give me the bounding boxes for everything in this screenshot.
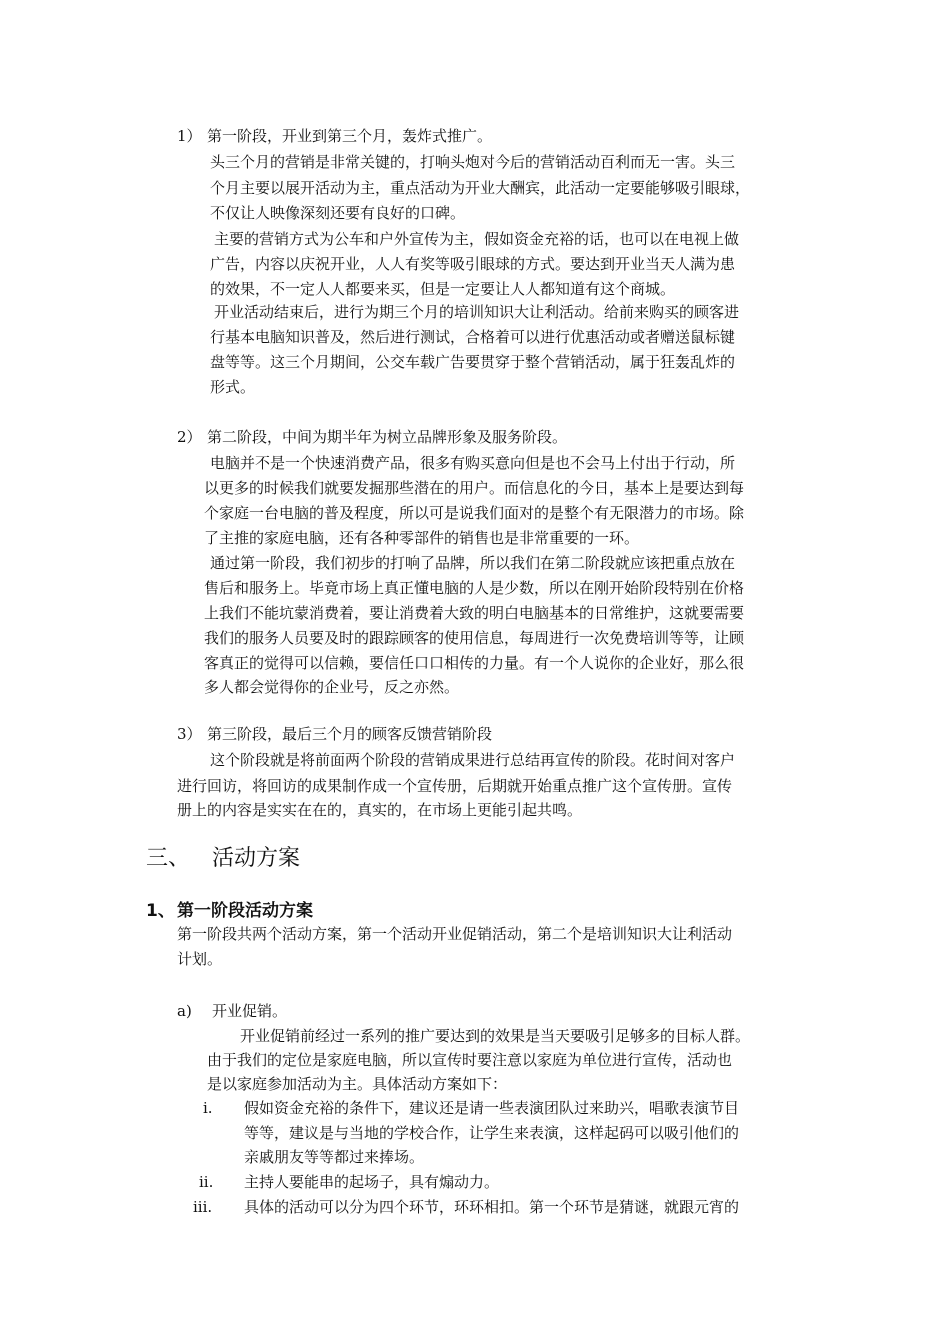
stage3-heading: 第三阶段，最后三个月的顾客反馈营销阶段 (207, 725, 493, 743)
paragraph-line: 电脑并不是一个快速消费产品，很多有购买意向但是也不会马上付出于行动，所 (210, 454, 736, 472)
paragraph-line: 计划。 (177, 950, 223, 968)
paragraph-line: 上我们不能坑蒙消费着，要让消费着大致的明白电脑基本的日常维护，这就要需要 (204, 604, 745, 622)
list-number-3: 3） (177, 725, 202, 743)
paragraph-line: 第一阶段共两个活动方案，第一个活动开业促销活动，第二个是培训知识大让利活动 (177, 925, 733, 943)
paragraph-line: 的效果，不一定人人都要来买，但是一定要让人人都知道有这个商城。 (210, 280, 676, 298)
paragraph-line: 不仅让人映像深刻还要有良好的口碑。 (210, 204, 466, 222)
stage2-heading: 第二阶段，中间为期半年为树立品牌形象及服务阶段。 (207, 428, 568, 446)
list-item-line: 亲戚朋友等等都过来捧场。 (244, 1148, 425, 1166)
paragraph-line: 由于我们的定位是家庭电脑，所以宣传时要注意以家庭为单位进行宣传，活动也 (207, 1051, 733, 1069)
list-item-line: 主持人要能串的起场子，具有煽动力。 (244, 1173, 500, 1191)
paragraph-line: 多人都会觉得你的企业号，反之亦然。 (204, 678, 460, 696)
paragraph-line: 广告，内容以庆祝开业，人人有奖等吸引眼球的方式。要达到开业当天人满为患 (210, 255, 736, 273)
paragraph-line: 头三个月的营销是非常关键的，打响头炮对今后的营销活动百利而无一害。头三 (210, 153, 736, 171)
paragraph-line: 客真正的觉得可以信赖，要信任口口相传的力量。有一个人说你的企业好，那么很 (204, 654, 745, 672)
paragraph-line: 册上的内容是实实在在的，真实的，在市场上更能引起共鸣。 (177, 801, 583, 819)
subsection-heading: 第一阶段活动方案 (177, 901, 313, 921)
paragraph-line: 通过第一阶段，我们初步的打响了品牌，所以我们在第二阶段就应该把重点放在 (210, 554, 736, 572)
paragraph-line: 行基本电脑知识普及，然后进行测试，合格着可以进行优惠活动或者赠送鼠标键 (210, 328, 736, 346)
paragraph-line: 个月主要以展开活动为主，重点活动为开业大酬宾，此活动一定要能够吸引眼球， (210, 179, 751, 197)
paragraph-line: 我们的服务人员要及时的跟踪顾客的使用信息，每周进行一次免费培训等等，让顾 (204, 629, 745, 647)
list-item-line: 假如资金充裕的条件下，建议还是请一些表演团队过来助兴，唱歌表演节目 (244, 1099, 740, 1117)
roman-marker-i: i. (203, 1099, 213, 1117)
subsection-number: 1、 (146, 901, 175, 921)
list-number-2: 2） (177, 428, 202, 446)
paragraph-line: 以更多的时候我们就要发掘那些潜在的用户。而信息化的今日，基本上是要达到每 (204, 479, 745, 497)
paragraph-line: 开业促销前经过一系列的推广要达到的效果是当天要吸引足够多的目标人群。 (240, 1027, 751, 1045)
paragraph-line: 个家庭一台电脑的普及程度，所以可是说我们面对的是整个有无限潜力的市场。除 (204, 504, 745, 522)
paragraph-line: 是以家庭参加活动为主。具体活动方案如下： (207, 1075, 508, 1093)
paragraph-line: 开业活动结束后，进行为期三个月的培训知识大让利活动。给前来购买的顾客进 (214, 303, 740, 321)
paragraph-line: 形式。 (210, 378, 256, 396)
roman-marker-iii: iii. (193, 1198, 213, 1216)
paragraph-line: 盘等等。这三个月期间，公交车载广告要贯穿于整个营销活动，属于狂轰乱炸的 (210, 353, 736, 371)
section-number: 三、 (146, 846, 191, 871)
stage1-heading: 第一阶段，开业到第三个月，轰炸式推广。 (207, 127, 493, 145)
list-marker-a: a) (177, 1002, 192, 1020)
list-item-line: 具体的活动可以分为四个环节，环环相扣。第一个环节是猜谜，就跟元宵的 (244, 1198, 740, 1216)
paragraph-line: 进行回访，将回访的成果制作成一个宣传册，后期就开始重点推广这个宣传册。宣传 (177, 777, 733, 795)
item-a-title: 开业促销。 (212, 1002, 288, 1020)
paragraph-line: 这个阶段就是将前面两个阶段的营销成果进行总结再宣传的阶段。花时间对客户 (210, 751, 736, 769)
roman-marker-ii: ii. (199, 1173, 214, 1191)
paragraph-line: 主要的营销方式为公车和户外宣传为主，假如资金充裕的话，也可以在电视上做 (214, 230, 740, 248)
paragraph-line: 售后和服务上。毕竟市场上真正懂电脑的人是少数，所以在刚开始阶段特别在价格 (204, 579, 745, 597)
section-heading: 活动方案 (212, 846, 301, 871)
list-number-1: 1） (177, 127, 202, 145)
paragraph-line: 了主推的家庭电脑，还有各种零部件的销售也是非常重要的一环。 (204, 529, 640, 547)
list-item-line: 等等，建议是与当地的学校合作，让学生来表演，这样起码可以吸引他们的 (244, 1124, 740, 1142)
